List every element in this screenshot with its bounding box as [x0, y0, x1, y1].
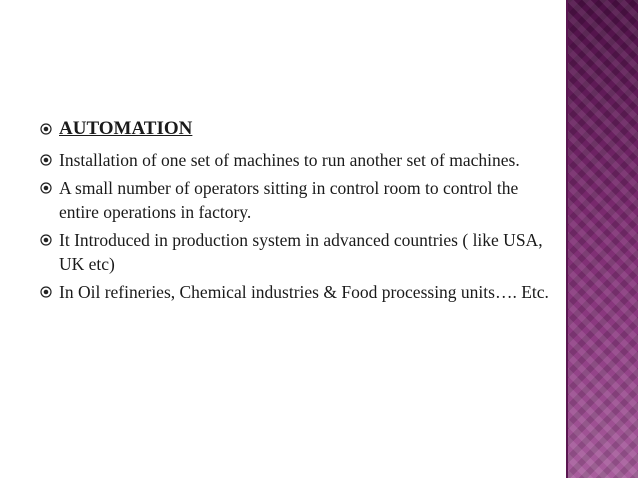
circled-dot-icon: [40, 154, 52, 166]
circled-dot-icon: [40, 286, 52, 298]
bullet-item-installation: [40, 148, 550, 172]
slide-content: [40, 116, 550, 308]
bullet-item-operators: [40, 176, 550, 224]
bullet-item-introduced: [40, 228, 550, 276]
heading-text: AUTOMATION: [59, 118, 193, 139]
bullet-text: It Introduced in production system in advanced countries ( like USA, UK etc): [59, 230, 543, 274]
circled-dot-icon: [40, 182, 52, 194]
bullet-text: Installation of one set of machines to run another set of machines.: [59, 150, 520, 170]
bullet-text: A small number of operators sitting in control room to control the entire operations in factory.: [59, 178, 519, 222]
decorative-side-band: [568, 0, 638, 478]
circled-dot-icon: [40, 123, 52, 135]
bullet-item-industries: [40, 280, 550, 304]
bullet-list: [40, 116, 550, 304]
circled-dot-icon: [40, 234, 52, 246]
bullet-text: In Oil refineries, Chemical industries & Food processing units…. Etc.: [59, 282, 549, 302]
bullet-item-heading: [40, 116, 550, 142]
